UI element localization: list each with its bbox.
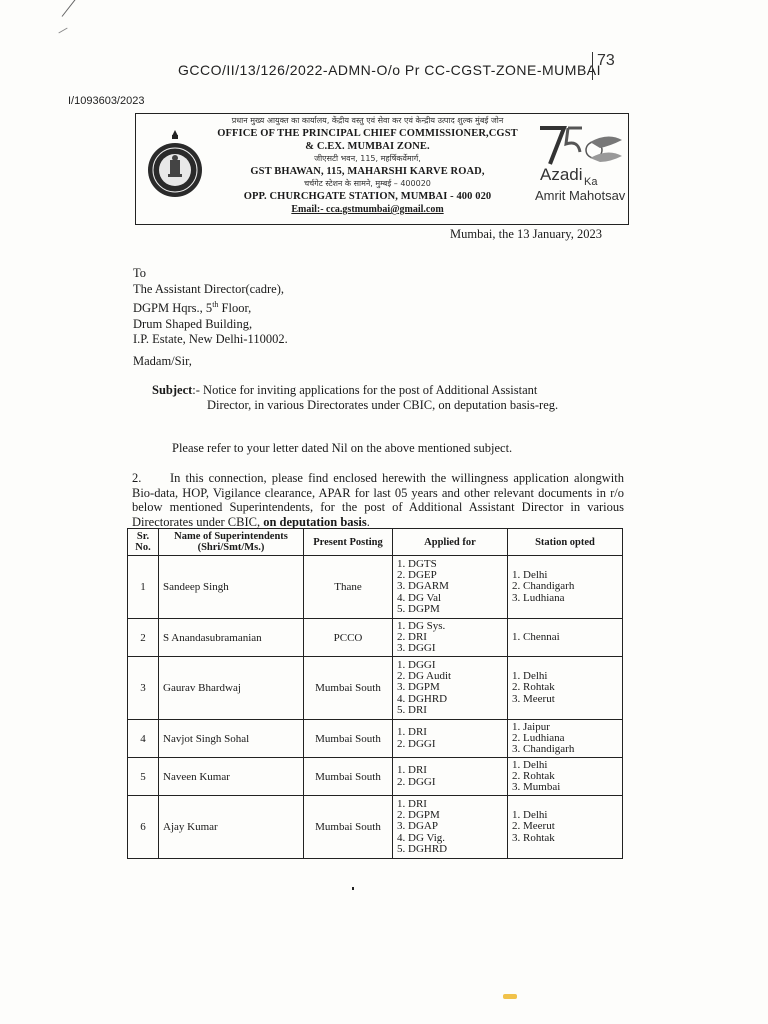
row-station-opted (508, 619, 623, 657)
row-sr-number: 2 (128, 619, 159, 657)
applied-item: 2. DG Audit (397, 670, 452, 683)
row-station-opted (508, 657, 623, 720)
row-posting: Mumbai South (304, 758, 393, 796)
header-applied: Applied for (393, 529, 508, 556)
addressee-line4: I.P. Estate, New Delhi-110002. (133, 332, 288, 347)
subject-label: Subject (152, 383, 193, 397)
row-name: Navjot Singh Sohal (159, 720, 304, 758)
table-row (128, 720, 623, 758)
logo-text-amrit-mahotsav: Amrit Mahotsav (535, 188, 626, 203)
table-row (128, 796, 623, 859)
paragraph-2-text: In this connection, please find enclosed herewith the willingness application alongwith Bio-data, HOP, Vigilance clearance, APAR for last 05 years and other relevant documents in r/o below mentioned Superintendents, for the post of Additional Assistant Director in various Directorates under CBIC, (132, 471, 624, 529)
table-row (128, 758, 623, 796)
addressee-line3: Drum Shaped Building, (133, 316, 253, 331)
applied-item: 3. DGAP (397, 820, 438, 833)
applied-item: 5. DGHRD (397, 842, 448, 855)
paragraph-2: 2. In this connection, please find enclosed herewith the willingness application alongwith Bio-data, HOP, Vigilance clearance, APAR for last 05 years and other relevant documents in r/o below mentioned Superintendents, for the post of Additional Assistant Director in various Directorates under CBIC, on deputation basis. (132, 471, 624, 529)
row-sr-number: 1 (128, 556, 159, 619)
row-name: Sandeep Singh (159, 556, 304, 619)
applied-item: 2. DGEP (397, 569, 437, 582)
letterhead-hindi-address: जीएसटी भवन, 115, महर्षिकर्वेमार्ग, (314, 154, 421, 163)
office-name: OFFICE OF THE PRINCIPAL CHIEF COMMISSIONER,CGST (217, 128, 518, 139)
letterhead-text (205, 115, 530, 216)
row-sr-number: 5 (128, 758, 159, 796)
logo-text-azadi: Azadi (540, 165, 583, 184)
file-number: GCCO/II/13/126/2022-ADMN-O/o Pr CC-CGST-ZONE-MUMBAI (178, 62, 602, 78)
logo-text-ka: Ka (584, 176, 598, 188)
station-item: 1. Jaipur (512, 720, 550, 733)
header-posting: Present Posting (304, 529, 393, 556)
header-sr: Sr. No. (128, 529, 159, 556)
cbic-emblem-icon (146, 128, 204, 202)
applied-item: 2. DGGI (397, 775, 436, 788)
station-item: 1. Delhi (512, 670, 548, 683)
addressee-line2: DGPM Hqrs., 5th Floor, (133, 300, 252, 316)
applied-item: 4. DGHRD (397, 692, 448, 705)
applied-item: 1. DRI (397, 764, 427, 777)
station-item: 3. Meerut (512, 692, 555, 705)
addressee-block (133, 266, 288, 348)
applied-item: 4. DG Val (397, 591, 442, 604)
station-item: 3. Ludhiana (512, 591, 565, 604)
table-row (128, 657, 623, 720)
subject-line1: :- Notice for inviting applications for the post of Additional Assistant (192, 383, 538, 397)
pen-mark (62, 0, 78, 17)
row-applied-for (393, 758, 508, 796)
row-posting: Mumbai South (304, 657, 393, 720)
row-posting: PCCO (304, 619, 393, 657)
applied-item: 2. DGPM (397, 809, 440, 822)
station-item: 1. Delhi (512, 569, 548, 582)
applied-item: 1. DG Sys. (397, 619, 446, 632)
station-item: 2. Ludhiana (512, 731, 565, 744)
page-number-mark: 73 (592, 52, 615, 80)
applied-item: 3. DGPM (397, 681, 440, 694)
row-posting: Mumbai South (304, 720, 393, 758)
station-item: 3. Mumbai (512, 781, 561, 794)
station-item: 1. Chennai (512, 630, 560, 643)
office-address-line1: GST BHAWAN, 115, MAHARSHI KARVE ROAD, (250, 166, 485, 177)
row-station-opted (508, 720, 623, 758)
station-item: 2. Chandigarh (512, 580, 575, 593)
row-station-opted (508, 796, 623, 859)
applied-item: 4. DG Vig. (397, 831, 446, 844)
letterhead-hindi-address2: चर्चगेट स्टेशन के सामने, मुम्बई – 400020 (304, 179, 431, 188)
pen-mark-small (58, 28, 67, 34)
office-email: Email:- cca.gstmumbai@gmail.com (291, 204, 444, 215)
office-address-line2: OPP. CHURCHGATE STATION, MUMBAI - 400 020 (243, 191, 492, 202)
applied-item: 1. DRI (397, 797, 427, 810)
row-station-opted (508, 758, 623, 796)
station-item: 2. Meerut (512, 820, 555, 833)
addressee-to: To (133, 266, 147, 280)
paragraph-2-bold: on deputation basis (263, 514, 367, 529)
applied-item: 5. DGPM (397, 602, 440, 615)
table-row (128, 556, 623, 619)
applied-item: 1. DRI (397, 726, 427, 739)
row-sr-number: 4 (128, 720, 159, 758)
station-item: 1. Delhi (512, 758, 548, 771)
station-item: 2. Rohtak (512, 769, 555, 782)
reference-number: I/1093603/2023 (68, 95, 145, 107)
applied-item: 2. DGGI (397, 737, 436, 750)
row-applied-for (393, 619, 508, 657)
superintendents-table (127, 528, 623, 859)
subject-block (152, 383, 622, 413)
addressee-line1: The Assistant Director(cadre), (133, 281, 284, 296)
office-zone: & C.EX. MUMBAI ZONE. (305, 141, 430, 152)
row-sr-number: 6 (128, 796, 159, 859)
applied-item: 2. DRI (397, 630, 427, 643)
row-sr-number: 3 (128, 657, 159, 720)
station-item: 3. Chandigarh (512, 743, 575, 756)
table-header-row (128, 529, 623, 556)
row-name: Gaurav Bhardwaj (159, 657, 304, 720)
header-name: Name of Superintendents (Shri/Smt/Ms.) (159, 529, 304, 556)
header-station: Station opted (508, 529, 623, 556)
row-name: S Anandasubramanian (159, 619, 304, 657)
applied-item: 3. DGARM (397, 580, 449, 593)
row-name: Naveen Kumar (159, 758, 304, 796)
station-item: 2. Rohtak (512, 681, 555, 694)
row-posting: Mumbai South (304, 796, 393, 859)
row-name: Ajay Kumar (159, 796, 304, 859)
salutation: Madam/Sir, (133, 354, 192, 368)
paragraph-1: Please refer to your letter dated Nil on the above mentioned subject. (172, 441, 513, 455)
table-row (128, 619, 623, 657)
paragraph-2-number: 2. (132, 471, 142, 485)
stray-mark (352, 887, 354, 890)
highlight-mark (503, 994, 517, 999)
subject-line2: Director, in various Directorates under CBIC, on deputation basis-reg. (207, 398, 559, 412)
row-station-opted (508, 556, 623, 619)
letterhead-hindi-title: प्रधान मुख्य आयुक्त का कार्यालय, केंद्रीय वस्तु एवं सेवा कर एवं केन्द्रीय उत्पाद शुल्क मुंबई जोन (231, 116, 504, 125)
row-applied-for (393, 720, 508, 758)
station-item: 3. Rohtak (512, 831, 555, 844)
applied-item: 1. DGTS (397, 557, 437, 570)
row-applied-for (393, 556, 508, 619)
applied-item: 1. DGGI (397, 658, 436, 671)
letter-date: Mumbai, the 13 January, 2023 (450, 227, 602, 241)
station-item: 1. Delhi (512, 809, 548, 822)
row-applied-for (393, 657, 508, 720)
row-applied-for (393, 796, 508, 859)
row-posting: Thane (304, 556, 393, 619)
applied-item: 3. DGGI (397, 642, 436, 655)
applied-item: 5. DRI (397, 703, 427, 716)
